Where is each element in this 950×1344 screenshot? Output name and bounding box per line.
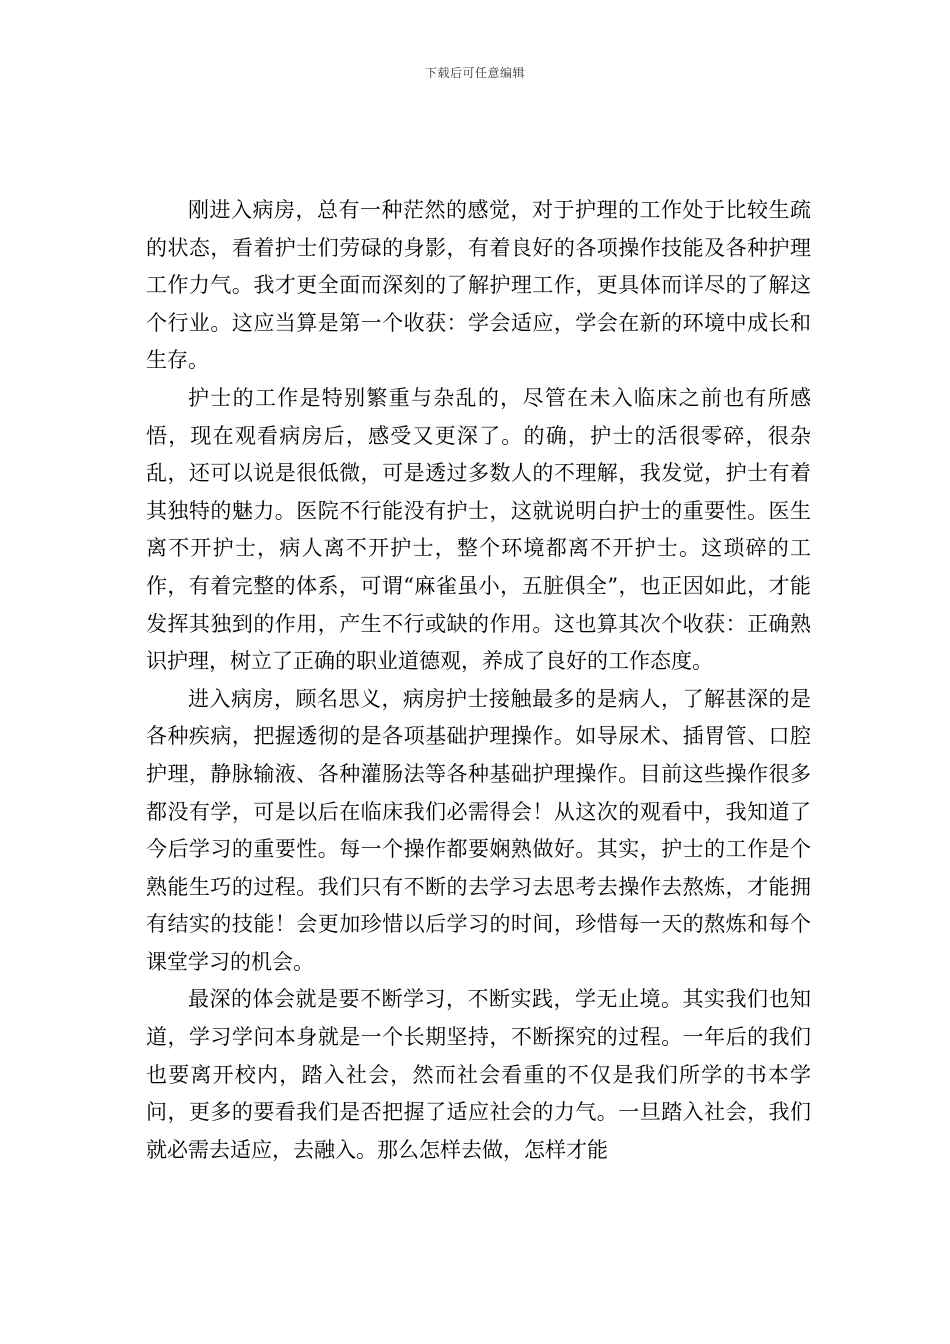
paragraph-3: 进入病房，顾名思义，病房护士接触最多的是病人，了解甚深的是各种疾病，把握透彻的是各项基础护理操作。如导尿术、插胃管、口腔护理，静脉输液、各种灌肠法等各种基础护理操作。目前这些操作很多都没有学，可是以后在临床我们必需得会！从这次的观看中，我知道了今后学习的重要性。每一个操作都要娴熟做好。其实，护士的工作是个熟能生巧的过程。我们只有不断的去学习去思考去操作去熬炼，才能拥有结实的技能！会更加珍惜以后学习的时间，珍惜每一天的熬炼和每个课堂学习的机会。 <box>146 686 811 974</box>
paragraph-1: 刚进入病房，总有一种茫然的感觉，对于护理的工作处于比较生疏的状态，看着护士们劳碌的身影，有着良好的各项操作技能及各种护理工作力气。我才更全面而深刻的了解护理工作，更具体而详尽的了解这个行业。这应当算是第一个收获：学会适应，学会在新的环境中成长和生存。 <box>146 198 811 373</box>
page-header: 下载后可任意编辑 <box>424 66 525 80</box>
paragraph-4: 最深的体会就是要不断学习，不断实践，学无止境。其实我们也知道，学习学问本身就是一个长期坚持，不断探究的过程。一年后的我们也要离开校内，踏入社会，然而社会看重的不仅是我们所学的书本学问，更多的要看我们是否把握了适应社会的力气。一旦踏入社会，我们就必需去适应，去融入。那么怎样去做，怎样才能 <box>146 987 811 1162</box>
paragraph-2: 护士的工作是特别繁重与杂乱的，尽管在未入临床之前也有所感悟，现在观看病房后，感受又更深了。的确，护士的活很零碎，很杂乱，还可以说是很低微，可是透过多数人的不理解，我发觉，护士有着其独特的魅力。医院不行能没有护士，这就说明白护士的重要性。医生离不开护士，病人离不开护士，整个环境都离不开护士。这琐碎的工作，有着完整的体系，可谓“麻雀虽小，五脏俱全”，也正因如此，才能发挥其独到的作用，产生不行或缺的作用。这也算其次个收获：正确熟识护理，树立了正确的职业道德观，养成了良好的工作态度。 <box>146 385 811 674</box>
document-body <box>146 192 811 1169</box>
